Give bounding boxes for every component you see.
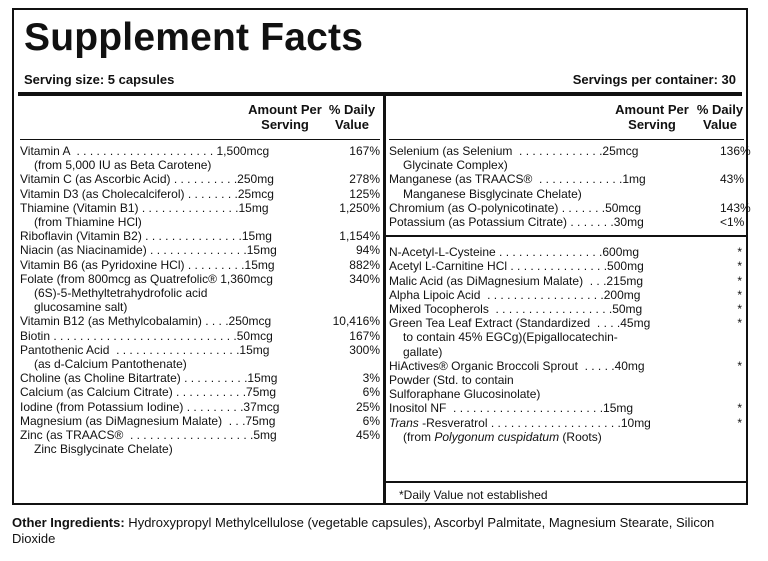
daily-value: 143% (720, 200, 751, 215)
footnote-rule (386, 481, 747, 483)
nutrient-row (20, 314, 380, 328)
nutrient-row (389, 302, 744, 316)
nutrient-row (20, 272, 380, 315)
nutrient-name: Pantothenic Acid . . . . . . . . . . . . . . . . . . .15mg (20, 342, 270, 357)
nutrient-row (20, 144, 380, 172)
nutrient-name: Chromium (as O-polynicotinate) . . . . . . .50mcg (389, 200, 642, 215)
daily-value: 45% (355, 428, 380, 443)
nutrient-name: Vitamin B6 (as Pyridoxine HCl) . . . . . . . . .15mg (20, 257, 275, 272)
nutrient-source: Sulforaphane Glucosinolate) (389, 387, 541, 402)
nutrient-row (389, 401, 744, 415)
nutrient-row (20, 385, 380, 399)
daily-value: * (737, 273, 742, 288)
nutrient-source: (from Polygonum cuspidatum (Roots) (403, 429, 602, 444)
daily-value: 167% (349, 328, 380, 343)
nutrient-row (389, 316, 744, 359)
daily-value: 6% (362, 413, 380, 428)
nutrient-name: Inositol NF . . . . . . . . . . . . . . . . . . . . . . .15mg (389, 401, 634, 416)
nutrient-row (389, 172, 744, 200)
daily-value: 43% (720, 172, 745, 187)
nutrient-name: Mixed Tocopherols . . . . . . . . . . . . . . . . . .50mg (389, 302, 643, 317)
nutrient-source: Manganese Bisglycinate Chelate) (403, 186, 582, 201)
nutrient-name: Trans -Resveratrol . . . . . . . . . . . . . . . . . . . .10mg (389, 415, 651, 430)
nutrient-name: Magnesium (as DiMagnesium Malate) . . .75mg (20, 413, 276, 428)
daily-value: <1% (720, 215, 745, 230)
daily-value: 136% (720, 144, 751, 158)
nutrient-name: Calcium (as Calcium Citrate) . . . . . . . . . . .75mg (20, 385, 277, 400)
daily-value: 167% (349, 144, 380, 158)
daily-value: * (737, 415, 742, 430)
nutrient-name: Acetyl L-Carnitine HCl . . . . . . . . . . . . . . .500mg (389, 259, 644, 274)
left-column-header (20, 96, 380, 139)
nutrient-source: Powder (Std. to contain (389, 373, 514, 388)
nutrient-source: Zinc Bisglycinate Chelate) (34, 442, 173, 457)
nutrient-row (20, 201, 380, 229)
section-rule (386, 235, 747, 237)
nutrient-name: N-Acetyl-L-Cysteine . . . . . . . . . . . . . . . .600mg (389, 245, 640, 260)
right-nutrient-list (389, 144, 751, 230)
nutrient-name: Zinc (as TRAACS® . . . . . . . . . . . . . . . . . . .5mg (20, 428, 277, 443)
nutrient-name: Selenium (as Selenium . . . . . . . . . . . . .25mcg (389, 144, 639, 158)
daily-value: 6% (362, 385, 380, 400)
nutrient-name: Thiamine (Vitamin B1) . . . . . . . . . . . . . . .15mg (20, 200, 269, 215)
footnote: *Daily Value not established (399, 488, 548, 502)
nutrient-row (389, 200, 751, 215)
daily-value-header: % Daily Value (696, 102, 744, 132)
daily-value: * (737, 316, 742, 331)
nutrient-row (20, 258, 380, 272)
daily-value: 3% (362, 371, 380, 386)
nutrient-row (389, 416, 744, 444)
amount-per-serving-header: Amount Per Serving (615, 102, 689, 132)
nutrient-name: Manganese (as TRAACS® . . . . . . . . . . . . .1mg (389, 172, 646, 187)
daily-value: * (737, 358, 742, 373)
supplement-facts-panel (12, 8, 751, 505)
nutrient-row (20, 400, 380, 414)
nutrient-name: Vitamin C (as Ascorbic Acid) . . . . . . . . . .250mg (20, 172, 274, 187)
nutrient-row (389, 274, 744, 288)
nutrient-row (20, 172, 380, 186)
daily-value: 278% (349, 172, 380, 187)
right-column-header (389, 96, 744, 139)
nutrient-source: to contain 45% EGCg)(Epigallocatechin- (403, 330, 618, 345)
nutrient-row (20, 187, 380, 201)
daily-value: * (737, 259, 742, 274)
other-ingredients (12, 515, 752, 547)
daily-value: 882% (349, 257, 380, 272)
serving-size: Serving size: 5 capsules (24, 72, 175, 87)
nutrient-name: Alpha Lipoic Acid . . . . . . . . . . . . . . . . . .200mg (389, 287, 641, 302)
daily-value: 10,416% (332, 314, 380, 329)
daily-value: 94% (355, 243, 380, 258)
nutrient-row (389, 359, 744, 402)
nutrient-name: Iodine (from Potassium Iodine) . . . . . . . . .37mcg (20, 399, 280, 414)
right-column (389, 96, 751, 502)
daily-value-header: % Daily Value (328, 102, 376, 132)
header-rule (389, 139, 744, 140)
left-nutrient-list (20, 144, 380, 456)
nutrient-row (20, 229, 380, 243)
daily-value: 1,154% (339, 229, 380, 244)
nutrient-source: (from 5,000 IU as Beta Carotene) (34, 158, 212, 173)
left-column (20, 96, 380, 456)
daily-value: 340% (349, 271, 380, 286)
nutrient-name: Folate (from 800mcg as Quatrefolic® 1,360mcg (20, 271, 273, 286)
servings-per-container: Servings per container: 30 (572, 72, 736, 87)
nutrient-row (20, 414, 380, 428)
daily-value: 300% (349, 342, 380, 357)
daily-value: 25% (355, 399, 380, 414)
nutrient-source: (6S)-5-Methyltetrahydrofolic acid (34, 286, 208, 301)
panel-title: Supplement Facts (24, 16, 364, 59)
other-ingredients-label: Other Ingredients: (12, 515, 125, 530)
nutrient-name: Vitamin B12 (as Methylcobalamin) . . . .250mcg (20, 314, 272, 329)
nutrient-name: Riboflavin (Vitamin B2) . . . . . . . . . . . . . . .15mg (20, 229, 272, 244)
nutrient-row (20, 371, 380, 385)
other-ingredients-text: Hydroxypropyl Methylcellulose (vegetable capsules), Ascorbyl Palmitate, Magnesium Stearate, Silicon Dioxide (12, 515, 715, 546)
nutrient-name: Biotin . . . . . . . . . . . . . . . . . . . . . . . . . . . .50mcg (20, 328, 273, 343)
nutrient-name: Niacin (as Niacinamide) . . . . . . . . . . . . . . .15mg (20, 243, 277, 258)
nutrient-row (20, 243, 380, 257)
daily-value: * (737, 245, 742, 260)
nutrient-source: Glycinate Complex) (403, 158, 508, 173)
amount-per-serving-header: Amount Per Serving (248, 102, 322, 132)
nutrient-row (389, 215, 744, 229)
nutrient-name: HiActives® Organic Broccoli Sprout . . . . .40mg (389, 358, 645, 373)
nutrient-name: Choline (as Choline Bitartrate) . . . . . . . . . .15mg (20, 371, 278, 386)
nutrient-row (389, 288, 744, 302)
daily-value: * (737, 302, 742, 317)
nutrient-row (20, 329, 380, 343)
daily-value: 125% (349, 186, 380, 201)
nutrient-name: Vitamin D3 (as Cholecalciferol) . . . . . . . .25mcg (20, 186, 274, 201)
nutrient-name: Malic Acid (as DiMagnesium Malate) . . .215mg (389, 273, 644, 288)
nutrient-row (389, 144, 751, 173)
daily-value: * (737, 287, 742, 302)
nutrient-name: Green Tea Leaf Extract (Standardized . . . .45mg (389, 316, 651, 331)
nutrient-source: gallate) (403, 344, 443, 359)
nutrient-name: Potassium (as Potassium Citrate) . . . . . . .30mg (389, 215, 644, 230)
nutrient-row (389, 245, 744, 259)
column-divider (383, 92, 386, 505)
right-ingredient-list (389, 245, 744, 444)
nutrient-row (20, 428, 380, 456)
daily-value: 1,250% (339, 200, 380, 215)
nutrient-source: glucosamine salt) (34, 300, 128, 315)
nutrient-source: (from Thiamine HCl) (34, 215, 142, 230)
header-rule (20, 139, 380, 140)
nutrient-name: Vitamin A . . . . . . . . . . . . . . . . . . . . . 1,500mcg (20, 144, 270, 158)
nutrient-source: (as d-Calcium Pantothenate) (34, 357, 187, 372)
nutrient-row (389, 259, 744, 273)
daily-value: * (737, 401, 742, 416)
nutrient-row (20, 343, 380, 371)
